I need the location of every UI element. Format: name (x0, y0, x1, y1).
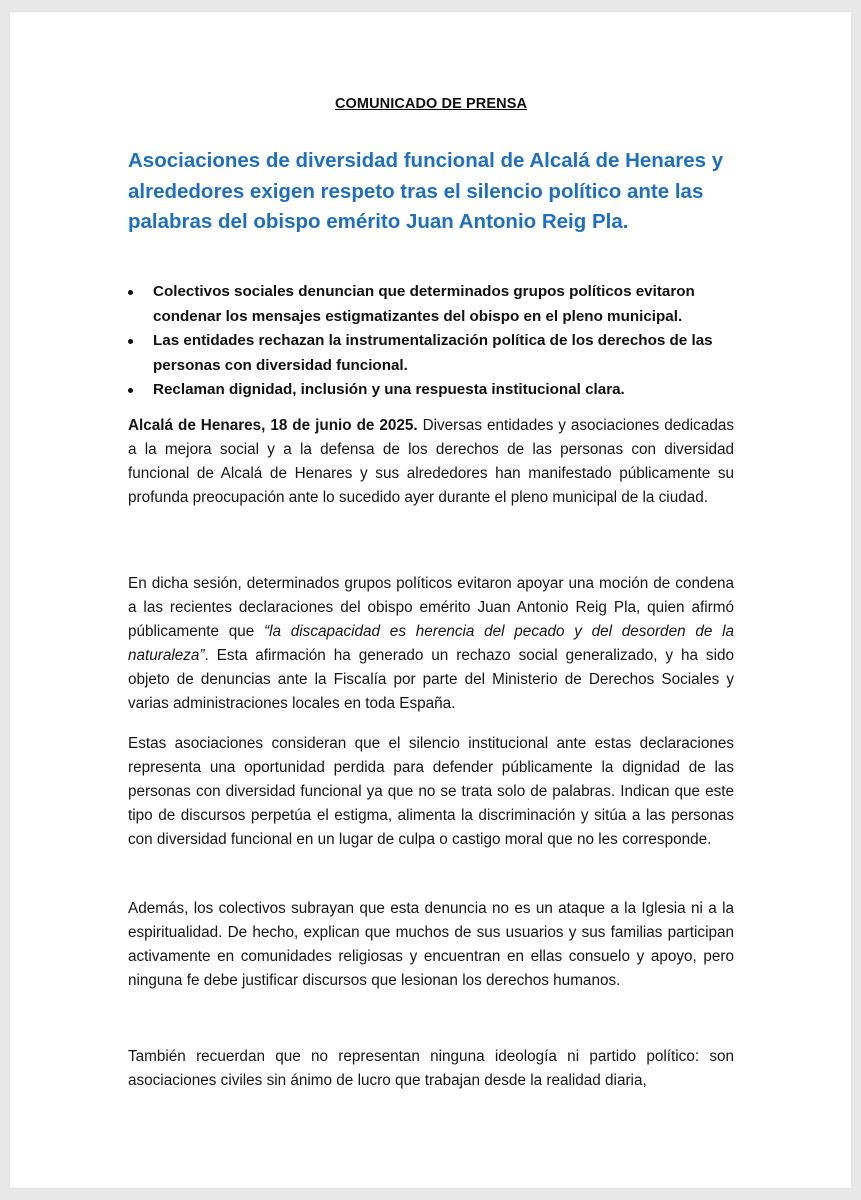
dateline: Alcalá de Henares, 18 de junio de 2025. (128, 417, 418, 434)
paragraph-institutional-silence: Estas asociaciones consideran que el silencio institucional ante estas declaraciones representa una oportunidad perdida para defender públicamente la dignidad de las personas con diversidad funcional ya que no se trata solo de palabras. Indican que este tipo de discursos perpetúa el estigma, alimenta la discriminación y sitúa a las personas con diversidad funcional en un lugar de culpa o castigo moral que no les corresponde. (128, 735, 734, 849)
paragraph-text: En dicha sesión, determinados grupos políticos evitaron apoyar una moción de condena a las recientes declaraciones del obispo emérito Juan Antonio Reig Pla, quien afirmó públicamente que (128, 575, 734, 641)
bullet-item (128, 378, 734, 403)
bullet-dot-icon (128, 290, 133, 295)
bullet-item (128, 329, 734, 378)
bullet-item (128, 280, 734, 329)
summary-bullets (128, 280, 734, 403)
paragraph-dateline (128, 414, 734, 510)
press-release-label: COMUNICADO DE PRENSA (334, 96, 528, 112)
paragraph-text: Diversas entidades y asociaciones dedicadas a la mejora social y a la defensa de los derechos de las personas con diversidad funcional de Alcalá de Henares y sus alrededores han manifestado públicamente su profunda preocupación ante lo sucedido ayer durante el pleno municipal de la ciudad. (128, 417, 734, 507)
bullet-text: Colectivos sociales denuncian que determinados grupos políticos evitaron condenar los mensajes estigmatizantes del obispo en el pleno municipal. (153, 283, 695, 325)
paragraph-ideology: También recuerdan que no representan ninguna ideología ni partido político: son asociaciones civiles sin ánimo de lucro que trabajan desde la realidad diaria, (128, 1048, 734, 1090)
bullet-dot-icon (128, 339, 133, 344)
paragraph-text: . Esta afirmación ha generado un rechazo social generalizado, y ha sido objeto de denuncias ante la Fiscalía por parte del Ministerio de Derechos Sociales y varias administraciones locales en toda España. (128, 647, 734, 713)
bullet-dot-icon (128, 388, 133, 393)
bullet-text: Las entidades rechazan la instrumentalización política de los derechos de las personas con diversidad funcional. (153, 332, 713, 374)
paragraph-session (128, 572, 734, 717)
bishop-quote: “la discapacidad es herencia del pecado y del desorden de la naturaleza” (128, 623, 734, 665)
paragraph-church: Además, los colectivos subrayan que esta denuncia no es un ataque a la Iglesia ni a la espiritualidad. De hecho, explican que muchos de sus usuarios y sus familias participan activamente en comunidades religiosas y encuentran en ellas consuelo y apoyo, pero ninguna fe debe justificar discursos que lesionan los derechos humanos. (128, 900, 734, 990)
headline: Asociaciones de diversidad funcional de Alcalá de Henares y alrededores exigen respeto tras el silencio político ante las palabras del obispo emérito Juan Antonio Reig Pla. (128, 149, 724, 233)
bullet-text: Reclaman dignidad, inclusión y una respuesta institucional clara. (153, 381, 625, 398)
document-page (10, 12, 851, 1188)
